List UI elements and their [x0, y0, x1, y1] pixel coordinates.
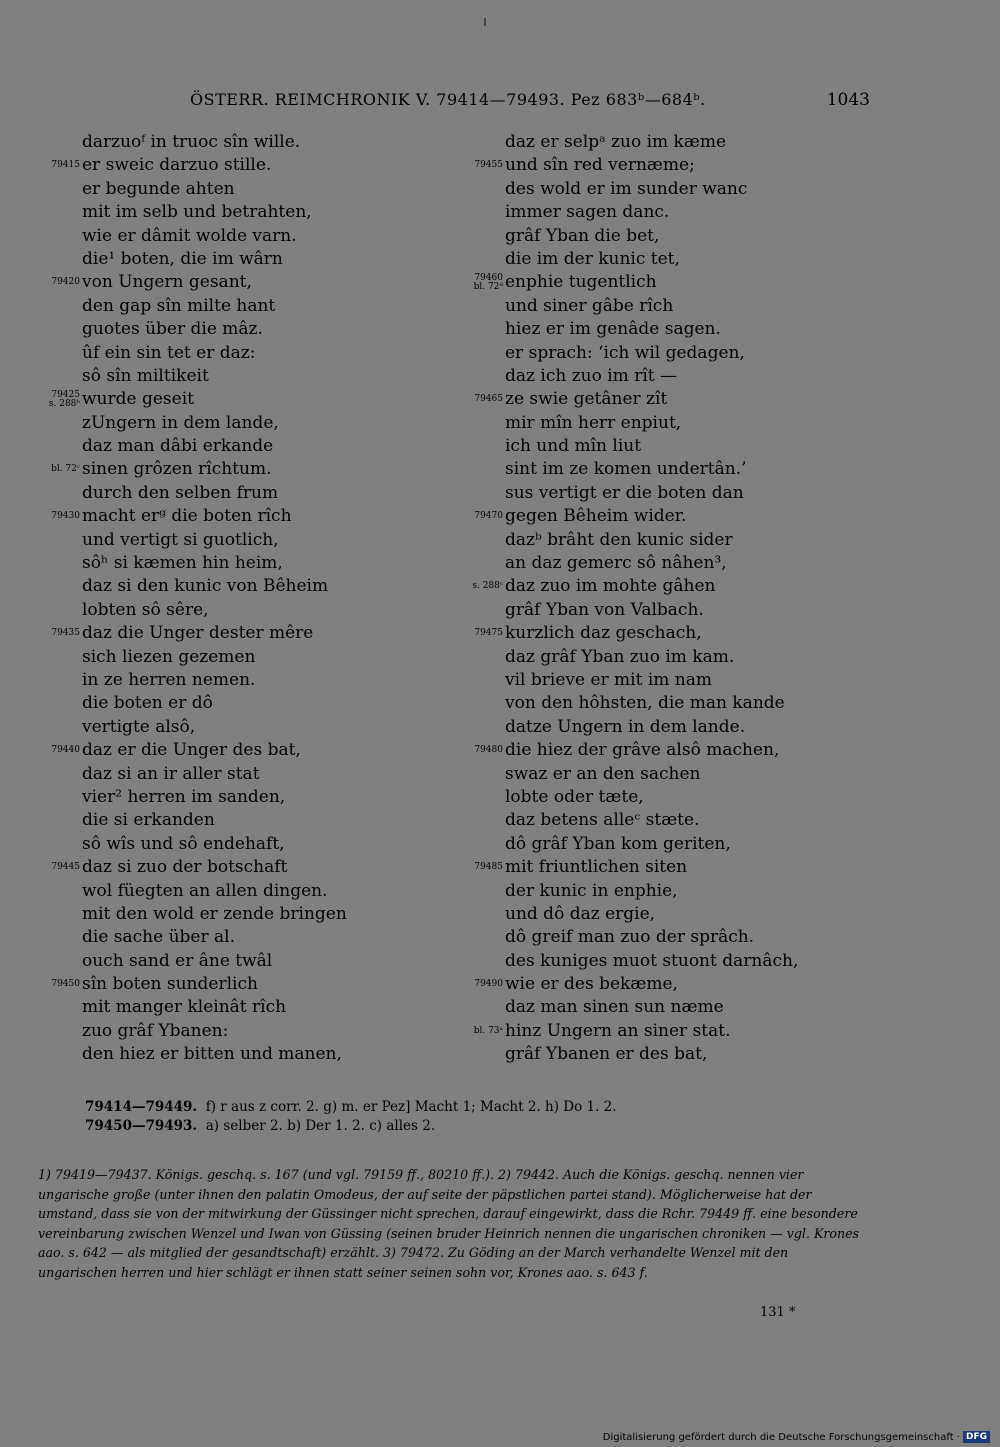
verse-line [455, 131, 855, 154]
line-number [32, 391, 80, 409]
verse-line [32, 973, 452, 996]
verse-line [455, 458, 855, 481]
verse-line [455, 950, 855, 973]
verse-text: sus vertigt er die boten dan [505, 482, 744, 503]
verse-line [32, 856, 452, 879]
verse-line [32, 248, 452, 271]
verse-line [32, 388, 452, 411]
verse-text: sich liezen gezemen [82, 646, 256, 667]
verse-text: der kunic in enphie, [505, 880, 678, 901]
verse-text: die si erkanden [82, 810, 215, 831]
apparatus-range: 79414—79449. [85, 1099, 198, 1115]
verse-line [32, 552, 452, 575]
line-number: 79445 [51, 862, 80, 873]
left-verse-column [32, 131, 452, 1067]
verse-text: sint im ze komen undertân.’ [505, 459, 747, 480]
running-title: ÖSTERR. REIMCHRONIK V. 79414—79493. Pez 683ᵇ—684ᵇ. [190, 90, 706, 109]
digitization-credit [603, 1431, 990, 1443]
verse-text: zUngern in dem lande, [82, 412, 279, 433]
verse-text: sinen grôzen rîchtum. [82, 459, 272, 480]
line-number-primary: 79460 [474, 273, 503, 284]
verse-line [32, 903, 452, 926]
verse-line [32, 692, 452, 715]
verse-line [32, 505, 452, 528]
verse-text: macht erᵍ die boten rîch [82, 506, 292, 527]
verse-text: er sprach: ‘ich wil gedagen, [505, 342, 745, 363]
verse-line [455, 271, 855, 294]
critical-apparatus [85, 1098, 885, 1136]
verse-line [455, 809, 855, 832]
verse-text: die im der kunic tet, [505, 248, 680, 269]
verse-line [455, 622, 855, 645]
verse-text: die hiez der grâve alsô machen, [505, 740, 780, 761]
verse-text: zuo grâf Ybanen: [82, 1020, 229, 1041]
verse-text: daz si an ir aller stat [82, 763, 260, 784]
verse-text: daz man sinen sun næme [505, 997, 724, 1018]
verse-line [455, 342, 855, 365]
line-number-primary: 79425 [51, 390, 80, 401]
line-number: 79450 [51, 979, 80, 990]
verse-line [455, 295, 855, 318]
verse-text: mit manger kleinât rîch [82, 997, 287, 1018]
verse-text: dô greif man zuo der sprâch. [505, 927, 755, 948]
verse-line [32, 178, 452, 201]
verse-line [32, 365, 452, 388]
verse-text: mit friuntlichen siten [505, 857, 688, 878]
verse-text: und vertigt si guotlich, [82, 529, 279, 550]
verse-line [32, 926, 452, 949]
verse-text: er begunde ahten [82, 178, 235, 199]
verse-text: ze swie getâner zît [505, 389, 668, 410]
verse-text: durch den selben frum [82, 482, 279, 503]
verse-line [455, 786, 855, 809]
footnote-text: 1) 79419—79437. Königs. geschq. s. 167 (und vgl. 79159 ff., 80210 ff.). 2) 79442. Auch die Königs. geschq. nennen vier ungarische große (unter ihnen den palatin Omodeus, der auf seite der päpstlichen partei stand). Möglicherweise hat der umstand, dass sie von der mitwirkung der Güssinger nicht sprechen, darauf eingewirkt, dass die Rchr. 79449 ff. eine besondere vereinbarung zwischen Wenzel und Iwan von Güssing (seinen bruder Heinrich nennen die ungarischen chroniken — vgl. Krones aao. s. 642 — als mitglied der gesandtschaft) erzählt. 3) 79472. Zu Göding an der March verhandelte Wenzel mit den ungarischen herren und hier schlägt er ihnen statt seiner seinen sohn vor, Krones aao. s. 643 f. [38, 1167, 860, 1280]
verse-text: wurde geseit [82, 389, 194, 410]
verse-text: sôʰ si kæmen hin heim, [82, 553, 283, 574]
verse-line [32, 996, 452, 1019]
page-reference: s. 288ᵇ [48, 399, 80, 410]
apparatus-row [85, 1098, 885, 1117]
line-number: 79470 [474, 511, 503, 522]
verse-line [32, 739, 452, 762]
verse-text: lobten sô sêre, [82, 599, 209, 620]
credit-text: Digitalisierung gefördert durch die Deutsche Forschungsgemeinschaft · [602, 1431, 960, 1443]
verse-text: er sweic darzuo stille. [82, 155, 272, 176]
verse-line [455, 1043, 855, 1066]
verse-text: in ze herren nemen. [82, 669, 256, 690]
verse-line [32, 271, 452, 294]
verse-text: grâf Yban von Valbach. [505, 599, 704, 620]
verse-line [32, 716, 452, 739]
verse-line [32, 763, 452, 786]
apparatus-range: 79450—79493. [85, 1118, 198, 1134]
verse-text: die sache über al. [82, 927, 235, 948]
line-number: s. 288ᶜ [472, 581, 503, 592]
verse-text: sô wîs und sô endehaft, [82, 833, 285, 854]
verse-text: dô grâf Yban kom geriten, [505, 833, 731, 854]
line-number: 79440 [51, 745, 80, 756]
verse-text: daz ich zuo im rît — [505, 365, 677, 386]
verse-text: dazᵇ brâht den kunic sider [505, 529, 733, 550]
verse-line [32, 435, 452, 458]
verse-text: grâf Yban die bet, [505, 225, 660, 246]
line-number: 79485 [474, 862, 503, 873]
verse-line [455, 575, 855, 598]
verse-line [455, 412, 855, 435]
apparatus-row [85, 1117, 885, 1136]
verse-text: grâf Ybanen er des bat, [505, 1044, 708, 1065]
apparatus-notes: f) r aus z corr. 2. g) m. er Pez] Macht 1; Macht 2. h) Do 1. 2. [205, 1099, 617, 1115]
verse-text: daz grâf Yban zuo im kam. [505, 646, 735, 667]
verse-line [32, 809, 452, 832]
verse-line [32, 833, 452, 856]
verse-text: des kuniges muot stuont darnâch, [505, 950, 799, 971]
verse-text: wol füegten an allen dingen. [82, 880, 328, 901]
verse-text: daz betens alleᶜ stæte. [505, 810, 700, 831]
verse-text: immer sagen danc. [505, 202, 670, 223]
verse-text: den gap sîn milte hant [82, 295, 276, 316]
verse-text: daz er die Unger des bat, [82, 740, 301, 761]
verse-text: und sîn red vernæme; [505, 155, 695, 176]
verse-text: datze Ungern in dem lande. [505, 716, 746, 737]
verse-line [455, 529, 855, 552]
verse-text: daz er selpᵃ zuo im kæme [505, 132, 726, 152]
verse-line [455, 903, 855, 926]
verse-line [455, 996, 855, 1019]
verse-text: hiez er im genâde sagen. [505, 319, 721, 340]
verse-text: gegen Bêheim wider. [505, 506, 687, 527]
verse-line [32, 950, 452, 973]
line-number: 79455 [474, 160, 503, 171]
verse-line [32, 1043, 452, 1066]
verse-line [32, 458, 452, 481]
verse-text: ûf ein sin tet er daz: [82, 342, 256, 363]
verse-text: ich und mîn liut [505, 436, 642, 457]
verse-line [455, 178, 855, 201]
line-number: 79465 [474, 394, 503, 405]
verse-text: und siner gâbe rîch [505, 295, 674, 316]
line-number: 79490 [474, 979, 503, 990]
scan-mark [484, 18, 486, 26]
verse-text: guotes über die mâz. [82, 319, 263, 340]
verse-line [455, 154, 855, 177]
verse-line [32, 412, 452, 435]
line-number: bl. 72ᶜ [51, 464, 80, 475]
line-number: 79415 [51, 160, 80, 171]
verse-line [32, 131, 452, 154]
verse-line [455, 669, 855, 692]
verse-line [455, 552, 855, 575]
verse-line [455, 482, 855, 505]
page-reference: bl. 72ᵈ [473, 282, 503, 293]
verse-text: von den hôhsten, die man kande [505, 693, 785, 714]
verse-line [455, 365, 855, 388]
apparatus-notes: a) selber 2. b) Der 1. 2. c) alles 2. [205, 1118, 436, 1134]
line-number: 79420 [51, 277, 80, 288]
verse-line [455, 599, 855, 622]
verse-line [32, 201, 452, 224]
verse-line [32, 225, 452, 248]
verse-line [32, 1020, 452, 1043]
verse-line [32, 622, 452, 645]
verse-line [455, 973, 855, 996]
verse-line [455, 646, 855, 669]
verse-text: vil brieve er mit im nam [505, 669, 713, 690]
verse-line [455, 1020, 855, 1043]
signature-mark: 131 * [760, 1305, 796, 1320]
verse-text: darzuoᶠ in truoc sîn wille. [82, 132, 301, 152]
verse-text: mit im selb und betrahten, [82, 202, 312, 223]
line-number: 79475 [474, 628, 503, 639]
verse-line [32, 342, 452, 365]
verse-line [32, 575, 452, 598]
verse-line [455, 833, 855, 856]
verse-line [455, 505, 855, 528]
verse-text: kurzlich daz geschach, [505, 623, 702, 644]
verse-text: wie er des bekæme, [505, 974, 678, 995]
verse-text: von Ungern gesant, [82, 272, 252, 293]
verse-text: die¹ boten, die im wârn [82, 248, 283, 269]
verse-text: lobte oder tæte, [505, 786, 644, 807]
verse-line [32, 880, 452, 903]
right-verse-column [455, 131, 855, 1067]
verse-line [32, 669, 452, 692]
verse-text: und dô daz ergie, [505, 903, 656, 924]
verse-line [455, 435, 855, 458]
verse-line [455, 248, 855, 271]
line-number: bl. 73ᵃ [473, 1025, 503, 1036]
verse-text: sô sîn miltikeit [82, 365, 209, 386]
verse-text: wie er dâmit wolde varn. [82, 225, 297, 246]
verse-text: die boten er dô [82, 693, 213, 714]
footnotes [38, 1165, 860, 1282]
verse-text: vier² herren im sanden, [82, 786, 286, 807]
verse-line [455, 739, 855, 762]
dfg-logo: DFG [963, 1431, 990, 1443]
verse-text: swaz er an den sachen [505, 763, 701, 784]
verse-line [32, 599, 452, 622]
verse-text: des wold er im sunder wanc [505, 178, 748, 199]
verse-line [455, 716, 855, 739]
verse-text: sîn boten sunderlich [82, 974, 258, 995]
verse-text: den hiez er bitten und manen, [82, 1044, 342, 1065]
page-number: 1043 [826, 90, 870, 110]
verse-text: hinz Ungern an siner stat. [505, 1020, 731, 1041]
verse-text: daz si den kunic von Bêheim [82, 576, 329, 597]
verse-line [455, 763, 855, 786]
verse-line [455, 926, 855, 949]
line-number [455, 274, 503, 292]
verse-line [32, 529, 452, 552]
verse-text: daz die Unger dester mêre [82, 623, 314, 644]
verse-line [455, 318, 855, 341]
verse-line [32, 646, 452, 669]
verse-line [455, 692, 855, 715]
verse-line [32, 318, 452, 341]
verse-line [32, 295, 452, 318]
verse-text: an daz gemerc sô nâhen³, [505, 553, 727, 574]
verse-text: mir mîn herr enpiut, [505, 412, 682, 433]
verse-text: daz man dâbi erkande [82, 436, 274, 457]
verse-line [455, 880, 855, 903]
verse-text: daz si zuo der botschaft [82, 857, 288, 878]
verse-text: daz zuo im mohte gâhen [505, 576, 716, 597]
verse-line [455, 201, 855, 224]
verse-line [32, 482, 452, 505]
line-number: 79430 [51, 511, 80, 522]
verse-line [455, 225, 855, 248]
line-number: 79480 [474, 745, 503, 756]
verse-text: enphie tugentlich [505, 272, 657, 293]
line-number: 79435 [51, 628, 80, 639]
verse-line [455, 388, 855, 411]
verse-text: ouch sand er âne twâl [82, 950, 273, 971]
running-header [190, 90, 870, 112]
verse-text: vertigte alsô, [82, 716, 196, 737]
verse-line [32, 786, 452, 809]
verse-text: mit den wold er zende bringen [82, 903, 347, 924]
verse-line [455, 856, 855, 879]
verse-line [32, 154, 452, 177]
